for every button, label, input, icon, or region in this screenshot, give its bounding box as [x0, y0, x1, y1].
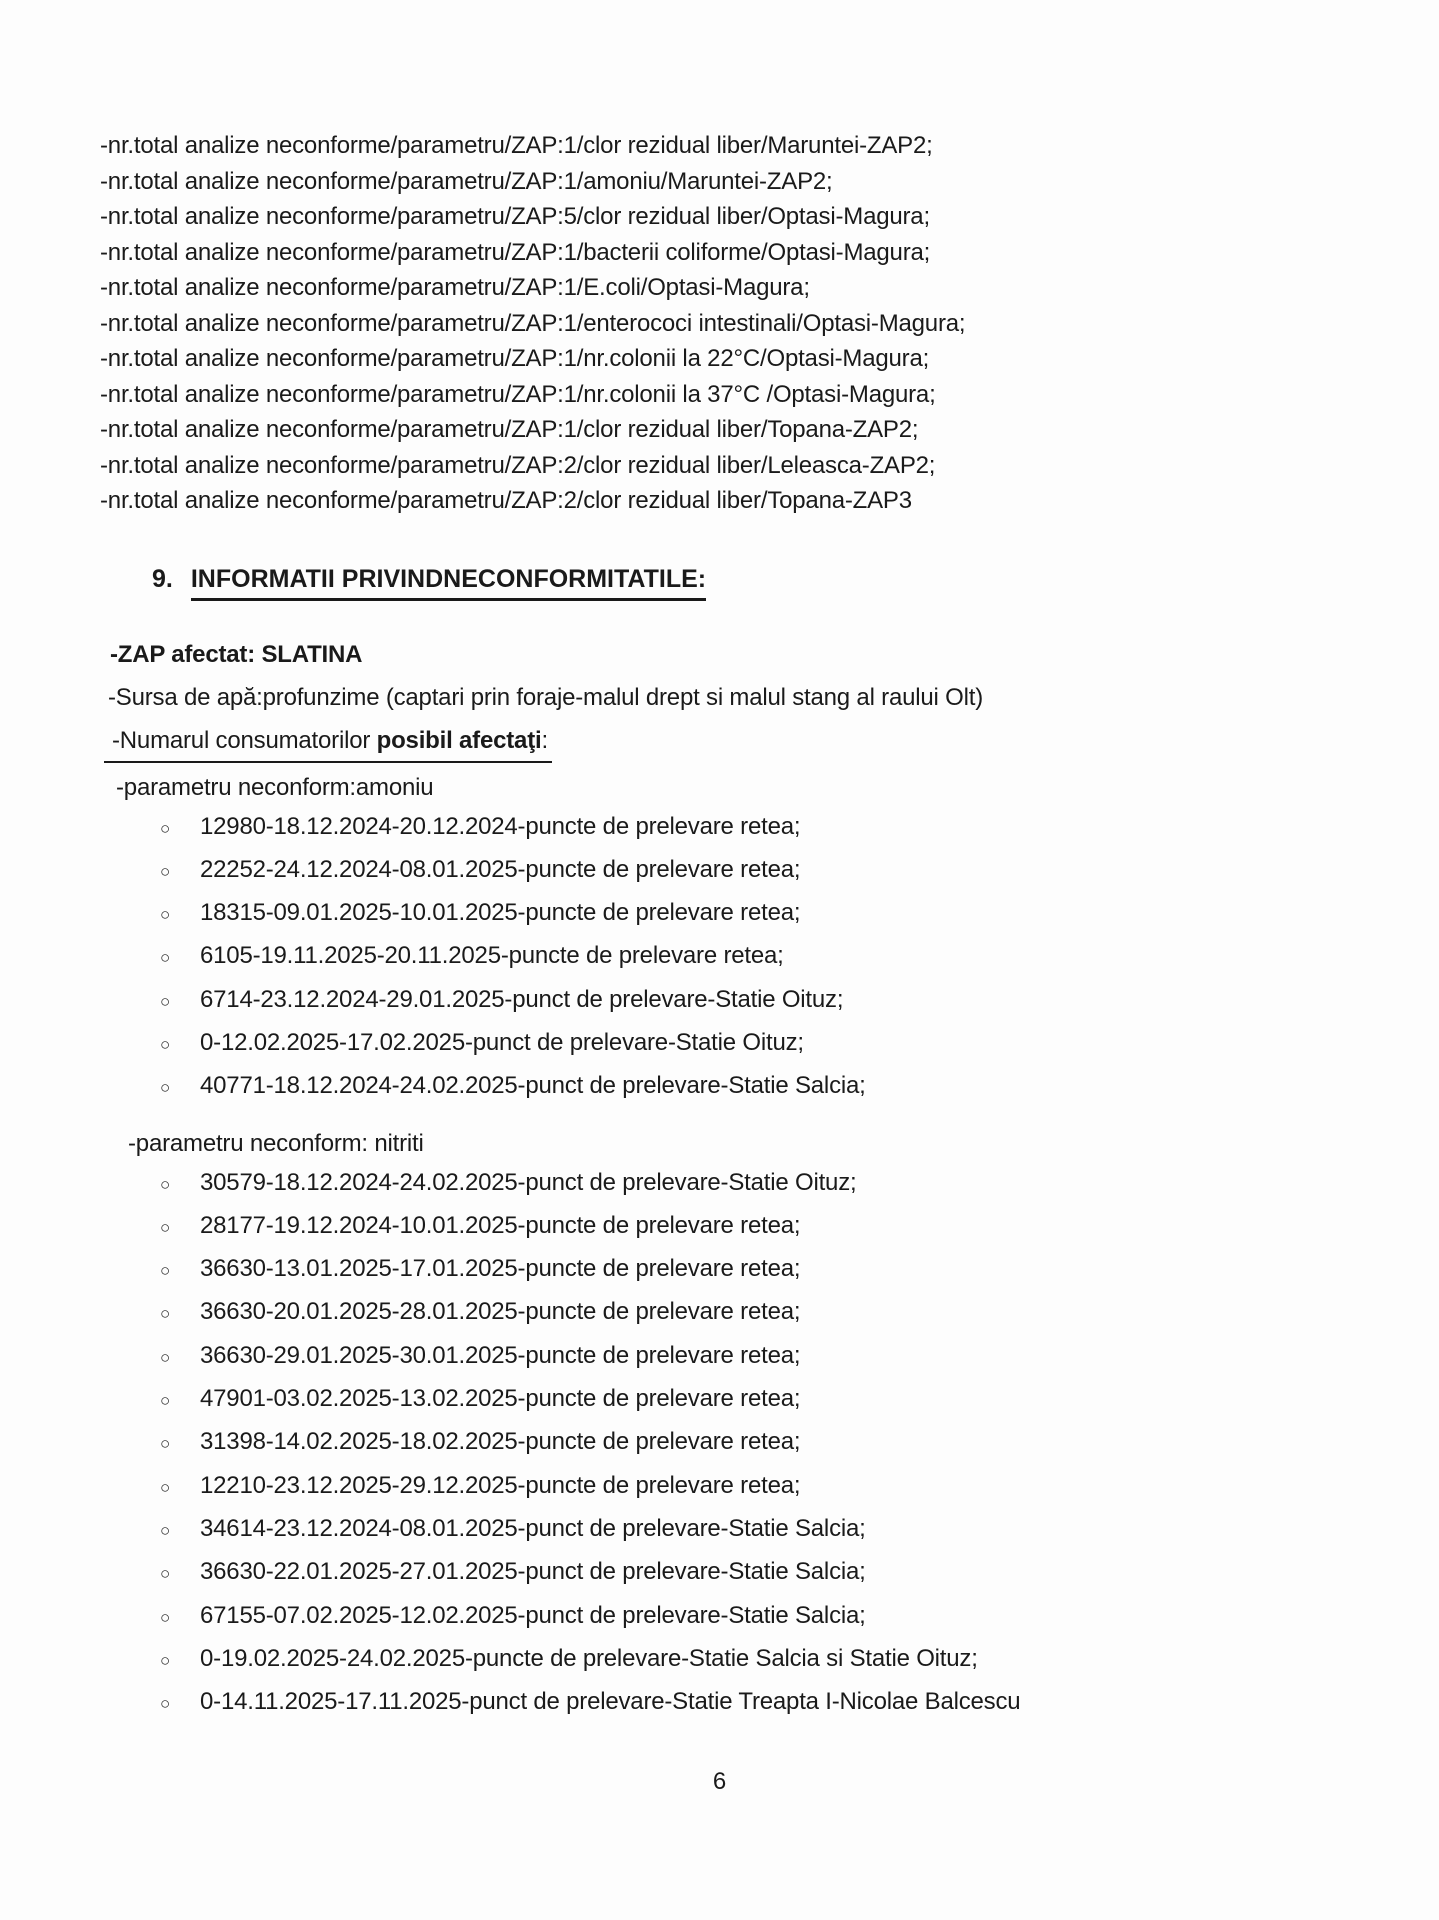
list-item-text: 36630-29.01.2025-30.01.2025-puncte de prelevare retea; [200, 1341, 801, 1369]
circle-bullet-icon: ○ [160, 1650, 171, 1670]
circle-bullet-icon: ○ [160, 1391, 171, 1411]
list-item-text: 12980-18.12.2024-20.12.2024-puncte de prelevare retea; [200, 812, 801, 840]
circle-bullet-icon: ○ [160, 1434, 171, 1454]
list-item [100, 1645, 1399, 1688]
consumers-bold: posibil afectaţi [376, 726, 542, 754]
section-number: 9. [152, 564, 173, 593]
circle-bullet-icon: ○ [160, 1477, 171, 1497]
list-item-text: 6105-19.11.2025-20.11.2025-puncte de prelevare retea; [200, 942, 784, 970]
parameter-label-nitriti: -parametru neconform: nitriti [128, 1129, 424, 1157]
list-item [100, 1385, 1399, 1428]
list-item-text: 30579-18.12.2024-24.02.2025-punct de prelevare-Statie Oituz; [200, 1168, 857, 1196]
list-item-text: 34614-23.12.2024-08.01.2025-punct de prelevare-Statie Salcia; [200, 1514, 866, 1542]
list-item-text: 0-19.02.2025-24.02.2025-puncte de prelevare-Statie Salcia si Statie Oituz; [200, 1644, 978, 1672]
list-item [100, 1472, 1399, 1515]
bullet-list-nitriti [100, 1169, 1399, 1732]
zap-summary-line: -nr.total analize neconforme/parametru/ZAP:1/clor rezidual liber/Maruntei-ZAP2; [100, 132, 933, 159]
parameter-label-amoniu: -parametru neconform:amoniu [116, 773, 434, 801]
list-item-text: 67155-07.02.2025-12.02.2025-punct de prelevare-Statie Salcia; [200, 1601, 866, 1629]
circle-bullet-icon: ○ [160, 1347, 171, 1367]
zap-summary-line: -nr.total analize neconforme/parametru/ZAP:1/enterococi intestinali/Optasi-Magura; [100, 309, 966, 337]
zap-summary-line: -nr.total analize neconforme/parametru/ZAP:1/nr.colonii la 37°C /Optasi-Magura; [100, 380, 936, 408]
zap-summary-line: -nr.total analize neconforme/parametru/ZAP:1/E.coli/Optasi-Magura; [100, 274, 810, 301]
list-item-text: 12210-23.12.2025-29.12.2025-puncte de prelevare retea; [200, 1471, 801, 1499]
list-item [100, 856, 1399, 899]
zap-summary-line: -nr.total analize neconforme/parametru/ZAP:2/clor rezidual liber/Leleasca-ZAP2; [100, 451, 936, 479]
consumers-heading-underline [104, 723, 552, 763]
list-item [100, 1602, 1399, 1645]
list-item [100, 1342, 1399, 1385]
circle-bullet-icon: ○ [160, 818, 171, 838]
consumers-suffix: : [541, 726, 548, 754]
list-item-text: 47901-03.02.2025-13.02.2025-puncte de prelevare retea; [200, 1385, 801, 1413]
zap-summary-list [100, 128, 1399, 519]
list-item-text: 31398-14.02.2025-18.02.2025-puncte de prelevare retea; [200, 1428, 801, 1456]
list-item-text: 6714-23.12.2024-29.01.2025-punct de prelevare-Statie Oituz; [200, 985, 844, 1013]
circle-bullet-icon: ○ [160, 991, 171, 1011]
list-item [100, 1688, 1399, 1731]
list-item-text: 28177-19.12.2024-10.01.2025-puncte de prelevare retea; [200, 1211, 801, 1239]
list-item-text: 18315-09.01.2025-10.01.2025-puncte de prelevare retea; [200, 899, 801, 927]
circle-bullet-icon: ○ [160, 1078, 171, 1098]
zap-summary-line: -nr.total analize neconforme/parametru/ZAP:5/clor rezidual liber/Optasi-Magura; [100, 203, 930, 230]
consumers-prefix: -Numarul consumatorilor [112, 726, 377, 754]
list-item-text: 40771-18.12.2024-24.02.2025-punct de prelevare-Statie Salcia; [200, 1072, 866, 1100]
section-title: INFORMATII PRIVINDNECONFORMITATILE: [191, 561, 706, 601]
zap-summary-line: -nr.total analize neconforme/parametru/ZAP:1/nr.colonii la 22°C/Optasi-Magura; [100, 345, 930, 372]
list-item-text: 36630-13.01.2025-17.01.2025-puncte de prelevare retea; [200, 1255, 801, 1283]
bullet-list-amoniu [100, 813, 1399, 1116]
circle-bullet-icon: ○ [160, 1694, 171, 1714]
circle-bullet-icon: ○ [160, 1034, 171, 1054]
list-item [100, 1298, 1399, 1341]
water-source-line: -Sursa de apă:profunzime (captari prin foraje-malul drept si malul stang al raului Olt) [108, 683, 983, 711]
list-item-text: 0-14.11.2025-17.11.2025-punct de prelevare-Statie Treapta I-Nicolae Balcescu [200, 1688, 1021, 1716]
circle-bullet-icon: ○ [160, 1217, 171, 1237]
list-item [100, 1515, 1399, 1558]
list-item [100, 942, 1399, 985]
page-number: 6 [712, 1768, 727, 1795]
list-item-text: 36630-22.01.2025-27.01.2025-punct de prelevare-Statie Salcia; [200, 1558, 866, 1586]
circle-bullet-icon: ○ [160, 1607, 171, 1627]
list-item [100, 1558, 1399, 1601]
list-item [100, 1169, 1399, 1212]
zap-summary-line: -nr.total analize neconforme/parametru/ZAP:1/bacterii coliforme/Optasi-Magura; [100, 238, 931, 266]
list-item [100, 1029, 1399, 1072]
circle-bullet-icon: ○ [160, 861, 171, 881]
list-item [100, 1255, 1399, 1298]
circle-bullet-icon: ○ [160, 1304, 171, 1324]
list-item-text: 22252-24.12.2024-08.01.2025-puncte de prelevare retea; [200, 855, 801, 883]
list-item [100, 813, 1399, 856]
circle-bullet-icon: ○ [160, 1174, 171, 1194]
circle-bullet-icon: ○ [160, 1564, 171, 1584]
zap-summary-line: -nr.total analize neconforme/parametru/ZAP:2/clor rezidual liber/Topana-ZAP3 [100, 487, 912, 514]
list-item-text: 36630-20.01.2025-28.01.2025-puncte de prelevare retea; [200, 1298, 801, 1326]
list-item-text: 0-12.02.2025-17.02.2025-punct de prelevare-Statie Oituz; [200, 1028, 804, 1056]
list-item [100, 899, 1399, 942]
list-item [100, 986, 1399, 1029]
zap-summary-line: -nr.total analize neconforme/parametru/ZAP:1/clor rezidual liber/Topana-ZAP2; [100, 416, 919, 443]
list-item [100, 1428, 1399, 1471]
list-item [100, 1072, 1399, 1115]
section-heading [152, 561, 1399, 601]
list-item [100, 1212, 1399, 1255]
consumers-heading [104, 723, 1399, 763]
circle-bullet-icon: ○ [160, 905, 171, 925]
circle-bullet-icon: ○ [160, 1520, 171, 1540]
circle-bullet-icon: ○ [160, 1261, 171, 1281]
zap-summary-line: -nr.total analize neconforme/parametru/ZAP:1/amoniu/Maruntei-ZAP2; [100, 167, 833, 195]
circle-bullet-icon: ○ [160, 948, 171, 968]
zap-affected-line: -ZAP afectat: SLATINA [110, 640, 363, 668]
